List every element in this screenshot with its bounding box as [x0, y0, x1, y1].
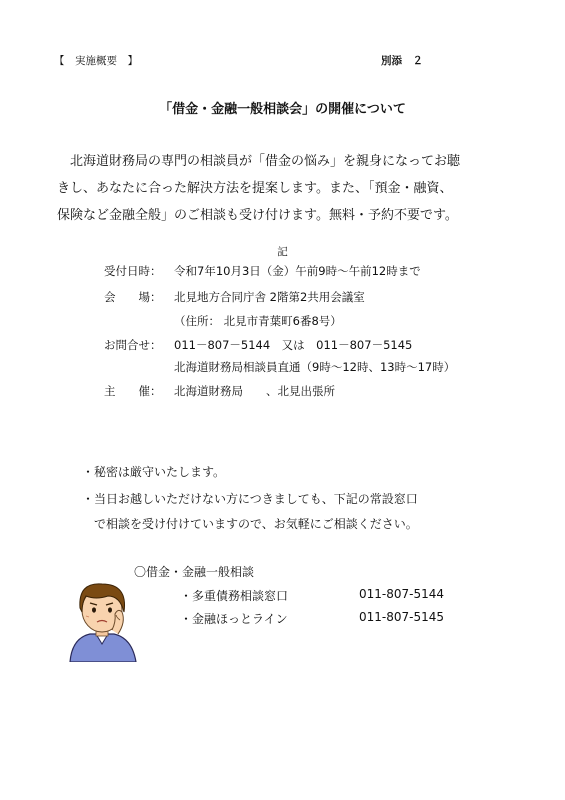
worried-person-illustration: [60, 572, 144, 662]
reception-value: 令和7年10月3日（金）午前9時～午前12時まで: [174, 264, 421, 278]
reception-row: [104, 263, 421, 279]
venue-row: [104, 289, 365, 305]
consult-item-name: ・金融ほっとライン: [180, 612, 288, 626]
host-label: 主 催：: [104, 384, 162, 398]
venue-value: 北見地方合同庁舎 2階第2共用会議室: [174, 290, 365, 304]
venue-address: （住所： 北見市青葉町6番8号）: [174, 314, 342, 328]
host-value: 北海道財務局 、北見出張所: [174, 384, 335, 398]
reception-label: 受付日時：: [104, 264, 162, 278]
ki-marker: 記: [277, 246, 288, 258]
contact-label: お問合せ：: [104, 338, 162, 352]
intro-line-2: きし、あなたに合った解決方法を提案します。また、「預金・融資、: [57, 181, 453, 196]
intro-line-3: 保険など金融全般」のご相談も受け付けます。無料・予約不要です。: [57, 208, 458, 223]
venue-label: 会 場：: [104, 290, 162, 304]
host-row: [104, 383, 335, 399]
intro-line-1: 北海道財務局の専門の相談員が「借金の悩み」を親身になってお聴: [70, 154, 461, 169]
contact-note: 北海道財務局相談員直通（9時～12時、13時～17時）: [174, 360, 456, 374]
consult-item-tel: 011-807-5144: [359, 587, 445, 601]
contact-row: [104, 337, 412, 353]
intro-paragraph: [57, 148, 517, 229]
note-confidential: ・秘密は厳守いたします。: [82, 465, 226, 479]
consult-section-title: 〇借金・金融一般相談: [134, 565, 255, 579]
attachment-label: 別添 ２: [381, 55, 423, 67]
summary-heading: 【 実施概要 】: [54, 55, 138, 67]
consult-item-name: ・多重債務相談窓口: [180, 589, 289, 603]
document-title: 「借金・金融一般相談会」の開催について: [159, 102, 406, 117]
note-absent-line-1: ・当日お越しいただけない方につきましても、下記の常設窓口: [82, 492, 418, 506]
consult-item-tel: 011-807-5145: [359, 610, 445, 624]
note-absent-line-2: で相談を受け付けていますので、お気軽にご相談ください。: [82, 517, 418, 531]
contact-value: 011－807－5144 又は 011－807－5145: [174, 338, 413, 352]
